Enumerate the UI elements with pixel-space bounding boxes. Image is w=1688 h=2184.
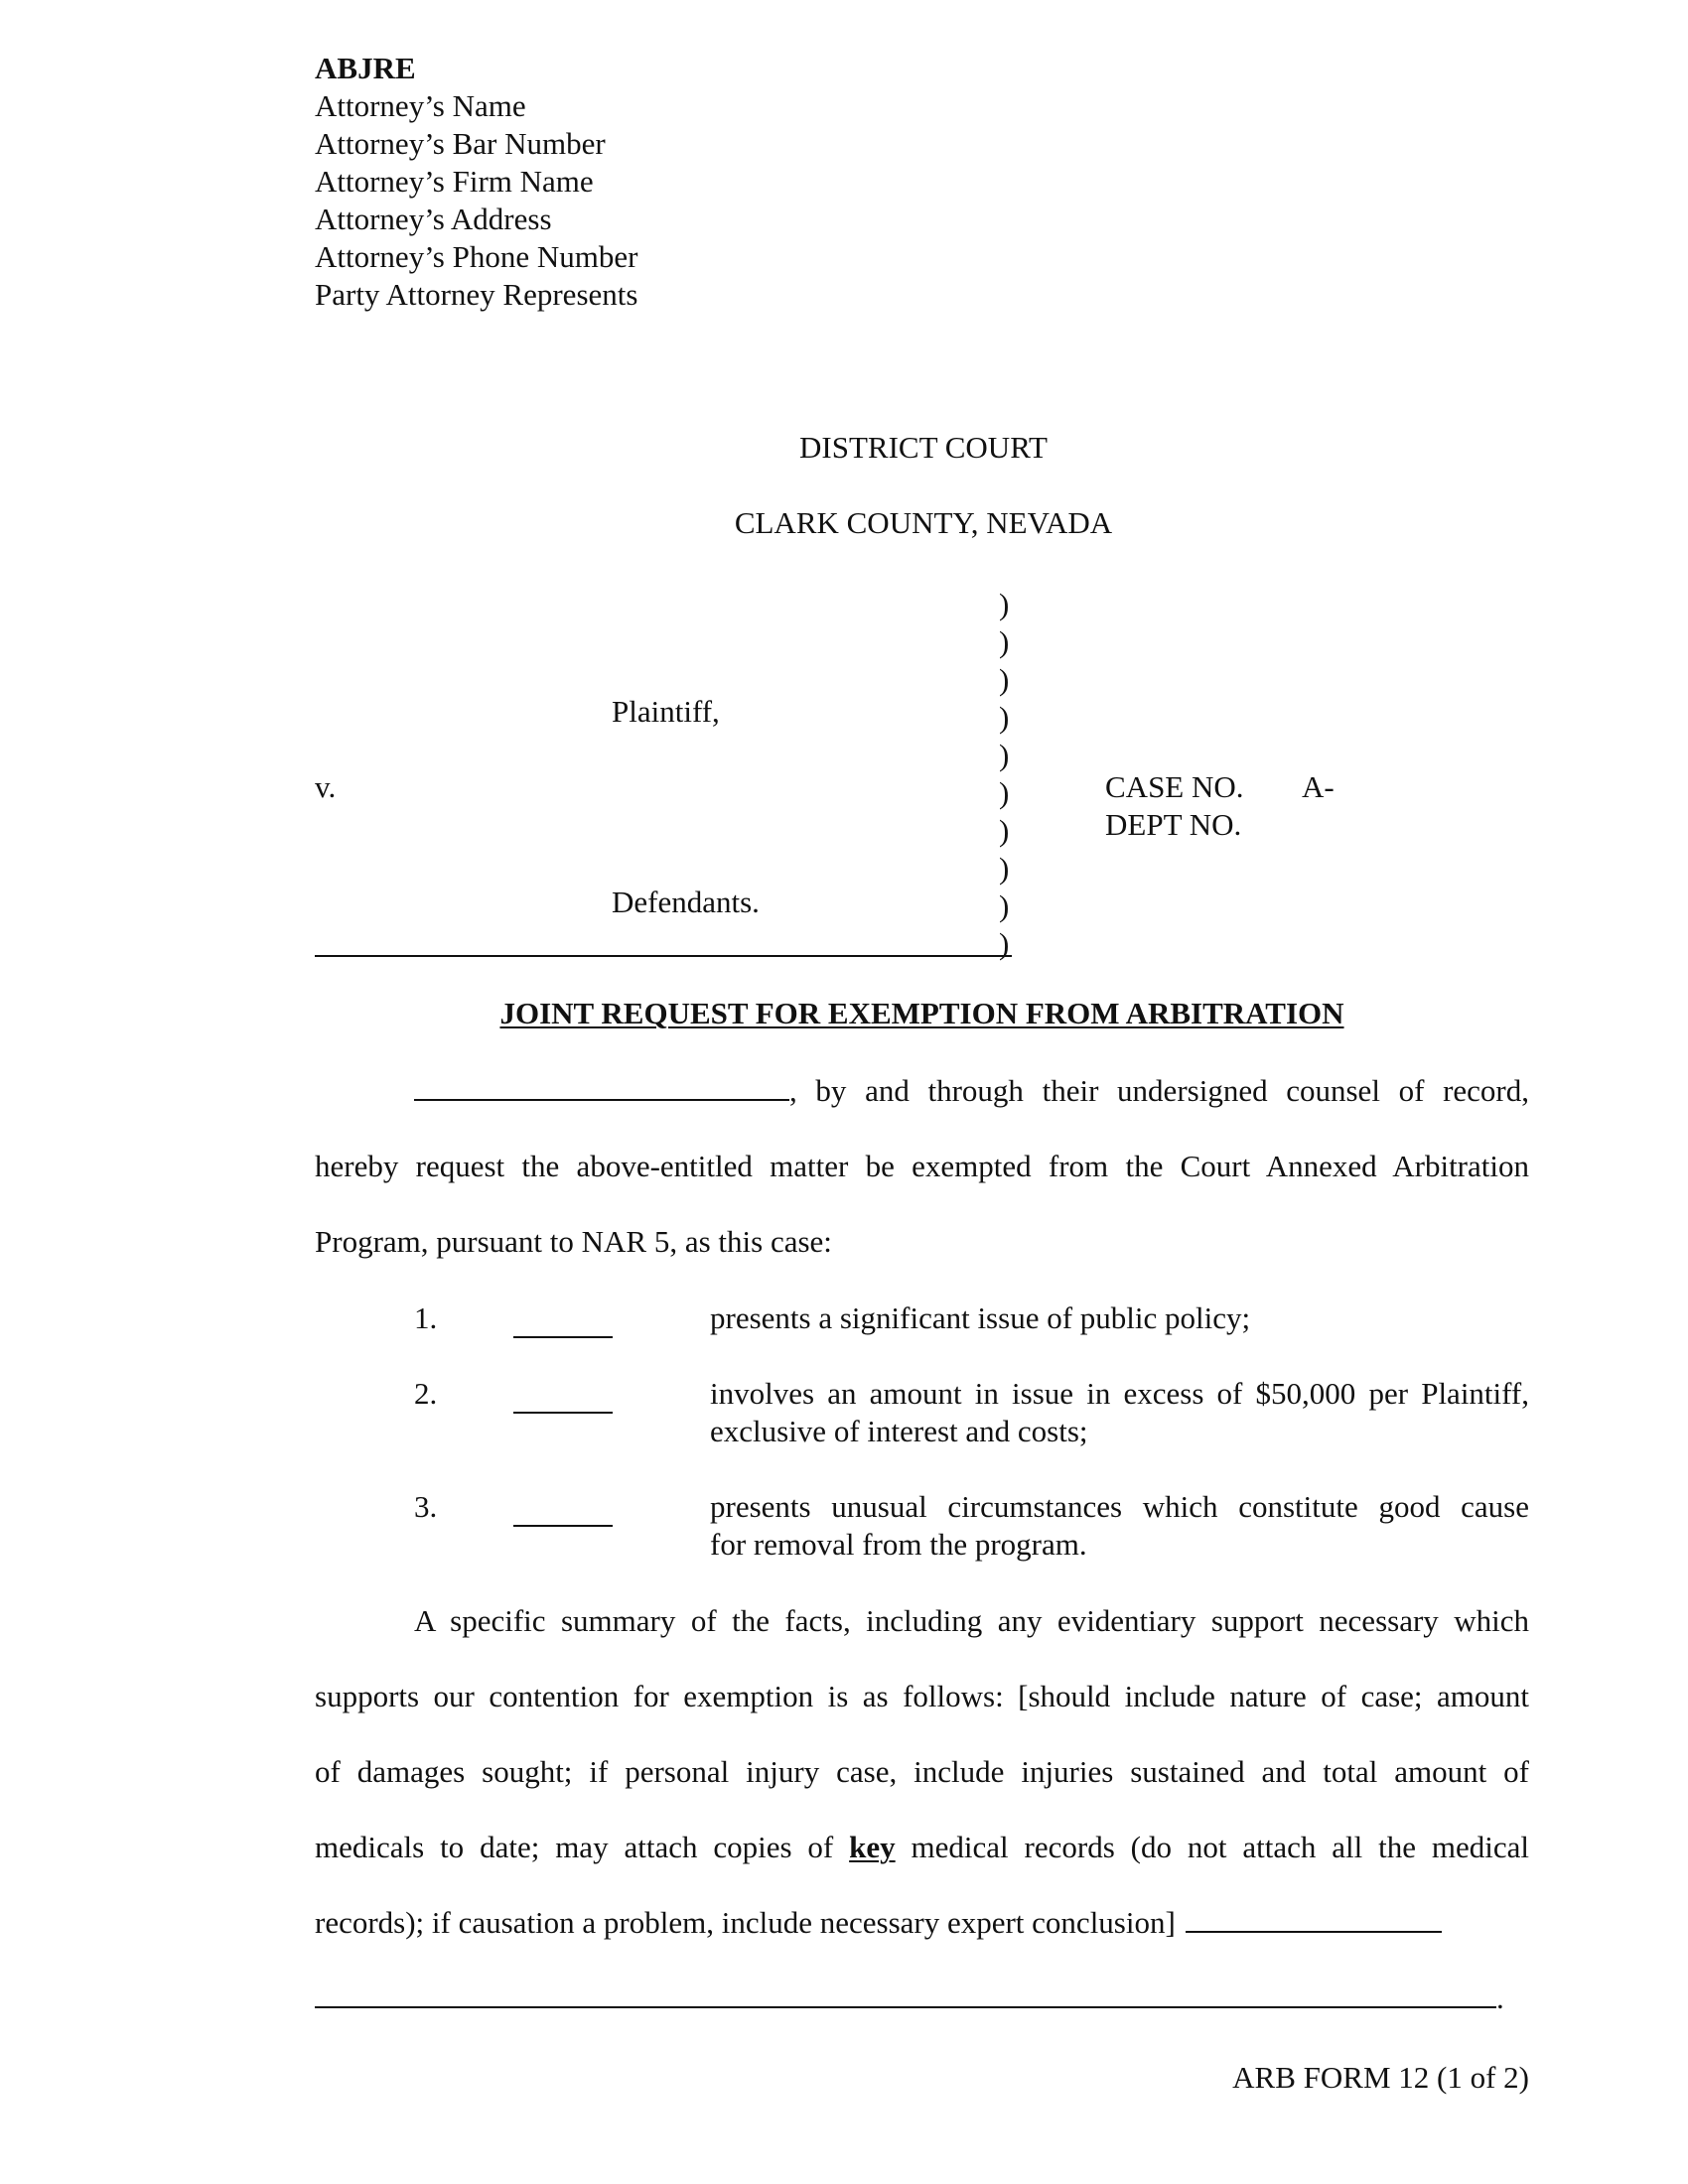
intro-line-2: hereby request the above-entitled matter be exempted from the Court Annexed Arbitration xyxy=(315,1149,1529,1183)
summary-blank-field[interactable] xyxy=(1186,1930,1442,1933)
summary-line-6 xyxy=(315,1979,1504,2016)
intro-line-1-text: , by and through their undersigned counsel of record, xyxy=(789,1073,1529,1108)
item-number-2: 2. xyxy=(414,1376,438,1411)
item-1-line-1: presents a significant issue of public policy; xyxy=(710,1300,1251,1335)
paren: ) xyxy=(999,624,1010,659)
item-2-line-2: exclusive of interest and costs; xyxy=(710,1414,1088,1448)
intro-line-3: Program, pursuant to NAR 5, as this case: xyxy=(315,1224,832,1259)
defendants-label: Defendants. xyxy=(612,885,760,919)
party-blank-field[interactable] xyxy=(414,1098,789,1101)
item-2-line-1: involves an amount in issue in excess of $50,000 per Plaintiff, xyxy=(710,1376,1529,1411)
court-county: CLARK COUNTY, NEVADA xyxy=(734,505,1113,540)
case-no-label: CASE NO. xyxy=(1105,769,1244,804)
summary-line-3: of damages sought; if personal injury case, include injuries sustained and total amount of xyxy=(315,1754,1529,1789)
paren: ) xyxy=(999,775,1010,810)
paren: ) xyxy=(999,888,1010,923)
case-no-prefix: A- xyxy=(1302,769,1335,804)
summary-line-4-before: medicals to date; may attach copies of xyxy=(315,1830,834,1864)
item-3-line-1: presents unusual circumstances which constitute good cause xyxy=(710,1489,1529,1524)
versus-label: v. xyxy=(315,769,337,804)
attorney-header xyxy=(315,50,637,314)
dept-no-label: DEPT NO. xyxy=(1105,807,1242,842)
party-represented: Party Attorney Represents xyxy=(315,277,638,312)
summary-line-4 xyxy=(315,1829,1529,1865)
attorney-firm-name: Attorney’s Firm Name xyxy=(315,164,594,199)
summary-end-period: . xyxy=(1496,1980,1504,2015)
summary-line-5-text: records); if causation a problem, include necessary expert conclusion] xyxy=(315,1905,1176,1940)
item-3-line-2: for removal from the program. xyxy=(710,1527,1087,1562)
caption-rule xyxy=(315,955,1012,957)
intro-line-1 xyxy=(414,1072,1529,1109)
doc-code: ABJRE xyxy=(315,51,416,85)
attorney-address: Attorney’s Address xyxy=(315,202,552,236)
item-1-text xyxy=(710,1299,1529,1337)
summary-line-1: A specific summary of the facts, including any evidentiary support necessary which xyxy=(414,1603,1529,1638)
item-number-1: 1. xyxy=(414,1300,438,1335)
summary-blank-line[interactable] xyxy=(315,2005,1496,2008)
summary-line-4-after: medical records (do not attach all the medical xyxy=(911,1830,1529,1864)
paren: ) xyxy=(999,587,1010,621)
caption-parentheses xyxy=(999,586,1009,963)
summary-line-5 xyxy=(315,1904,1442,1941)
attorney-name: Attorney’s Name xyxy=(315,88,526,123)
item-number-3: 3. xyxy=(414,1489,438,1524)
plaintiff-label: Plaintiff, xyxy=(612,694,720,729)
paren: ) xyxy=(999,662,1010,697)
item-1-check-blank[interactable] xyxy=(513,1336,613,1338)
paren: ) xyxy=(999,738,1010,772)
item-3-text xyxy=(710,1488,1529,1564)
paren: ) xyxy=(999,926,1010,961)
key-emphasis: key xyxy=(849,1830,896,1864)
item-3-check-blank[interactable] xyxy=(513,1525,613,1527)
document-title-text: JOINT REQUEST FOR EXEMPTION FROM ARBITRATION xyxy=(499,996,1344,1030)
summary-line-2: supports our contention for exemption is as follows: [should include nature of case; amount xyxy=(315,1679,1529,1713)
form-footer: ARB FORM 12 (1 of 2) xyxy=(1232,2060,1529,2095)
attorney-bar-number: Attorney’s Bar Number xyxy=(315,126,606,161)
paren: ) xyxy=(999,813,1010,848)
paren: ) xyxy=(999,700,1010,735)
document-title xyxy=(315,995,1529,1031)
paren: ) xyxy=(999,851,1010,886)
item-2-text xyxy=(710,1375,1529,1450)
item-2-check-blank[interactable] xyxy=(513,1412,613,1414)
court-name: DISTRICT COURT xyxy=(799,430,1048,465)
attorney-phone: Attorney’s Phone Number xyxy=(315,239,638,274)
